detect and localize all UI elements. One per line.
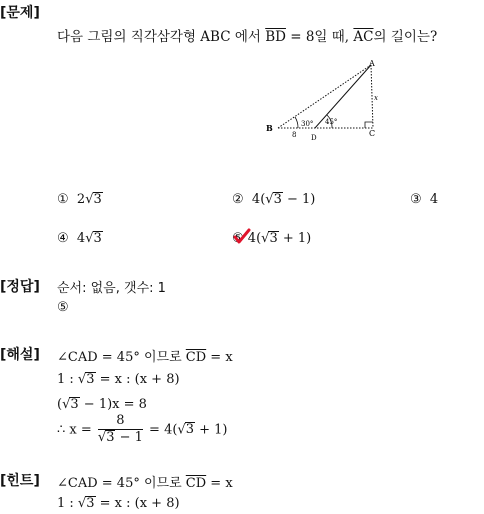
explanation-line-1: [57, 346, 233, 365]
fraction-denominator: √3 − 1: [97, 430, 143, 446]
explanation-line-4-radicand: 3: [185, 422, 194, 438]
explanation-line-3-post: − 1)x = 8: [79, 397, 147, 412]
answer-meta: 순서: 없음, 갯수: 1: [57, 281, 166, 296]
vertex-a: A: [369, 59, 375, 68]
hint-line-1: [57, 472, 233, 491]
explanation-line-2-pre: 1 :: [57, 372, 78, 387]
choice-5-mark: ⑤: [232, 231, 244, 246]
side-ac-label: x: [374, 94, 378, 102]
choice-2-mark: ②: [232, 192, 244, 207]
explanation-label: [해설]: [0, 347, 40, 363]
hint-line-2: 1 : √3 = x : (x + 8): [57, 496, 180, 511]
hint-line-1-pre: ∠CAD = 45° 이므로: [57, 476, 186, 491]
choice-5[interactable]: ⑤ 4(√3 + 1): [232, 231, 311, 247]
explanation-line-3-radicand: 3: [70, 397, 79, 412]
vertex-d: D: [311, 134, 317, 142]
hint-line-2-radicand: 3: [86, 496, 95, 511]
choice-2[interactable]: ② 4(√3 − 1): [232, 192, 316, 207]
choice-1-pre: 2: [76, 192, 86, 207]
question-text-pre: 다음 그림의 직각삼각형 ABC 에서: [57, 29, 266, 45]
explanation-line-1-pre: ∠CAD = 45° 이므로: [57, 350, 186, 365]
choice-3[interactable]: [410, 192, 438, 207]
checkmark-icon: [233, 228, 251, 246]
choice-3-pre: 4: [429, 192, 439, 207]
choice-1[interactable]: ① 2√3: [57, 192, 102, 207]
segment-cd: $\overline{CD}$: [185, 350, 207, 365]
hint-line-2-post: = x : (x + 8): [95, 496, 180, 511]
choice-2-pre: 4(: [251, 192, 266, 207]
side-bd-label: 8: [292, 131, 297, 139]
explanation-line-3-pre: (: [57, 397, 63, 412]
choice-2-post: − 1): [282, 192, 316, 207]
question-text-mid: = 8일 때,: [285, 29, 354, 45]
question-text-post: 의 길이는?: [373, 29, 438, 45]
choice-1-mark: ①: [57, 192, 69, 207]
explanation-line-1-post: = x: [206, 350, 233, 365]
fraction: [98, 413, 143, 447]
answer-value: ⑤: [57, 300, 69, 315]
choice-4-mark: ④: [57, 231, 69, 246]
choice-4-pre: 4: [76, 231, 86, 246]
hint-line-1-post: = x: [206, 476, 233, 491]
question-label: [문제]: [0, 5, 40, 21]
choice-5-pre: 4(: [247, 231, 262, 246]
segment-ad-line: [315, 65, 371, 128]
question-text: [57, 25, 437, 45]
choice-5-radicand: 3: [269, 231, 278, 246]
angle-b-arc: [295, 117, 298, 128]
explanation-line-2-radicand: 3: [86, 372, 95, 387]
fraction-numerator: 8: [98, 413, 143, 430]
choice-3-mark: ③: [410, 192, 422, 207]
segment-ac: $\overline{AC}$: [353, 29, 374, 45]
fraction-denominator-post: − 1: [115, 430, 143, 446]
choice-4[interactable]: ④ 4√3: [57, 231, 102, 246]
triangle-figure: [258, 56, 388, 142]
answer-label: [정답]: [0, 279, 40, 295]
segment-bd: $\overline{BD}$: [265, 29, 286, 45]
choice-4-radicand: 3: [93, 231, 102, 246]
choice-5-post: + 1): [278, 231, 312, 246]
explanation-line-2-post: = x : (x + 8): [95, 372, 180, 387]
explanation-line-4-post: + 1): [195, 422, 228, 438]
explanation-line-3: (√3 − 1)x = 8: [57, 397, 147, 412]
explanation-line-4: ∴ x = $\frac{8}{√3 - 1}$ = 4(√3 + 1): [57, 413, 228, 446]
hint-label: [힌트]: [0, 473, 40, 489]
right-angle-mark: [365, 122, 373, 128]
explanation-line-4-pre: ∴ x =: [57, 422, 96, 438]
fraction-denominator-radicand: 3: [106, 430, 115, 446]
angle-b-label: 30°: [301, 120, 314, 128]
vertex-c: C: [369, 129, 376, 138]
vertex-b: B: [266, 123, 273, 133]
side-ac-line: [371, 65, 373, 128]
choice-1-radicand: 3: [93, 192, 102, 207]
choice-2-radicand: 3: [273, 192, 282, 207]
explanation-line-2: 1 : √3 = x : (x + 8): [57, 372, 180, 387]
hint-segment-cd: $\overline{CD}$: [185, 476, 207, 491]
hint-line-2-pre: 1 :: [57, 496, 78, 511]
explanation-line-4-eq: = 4(: [144, 422, 178, 438]
angle-d-label: 45°: [325, 118, 338, 126]
